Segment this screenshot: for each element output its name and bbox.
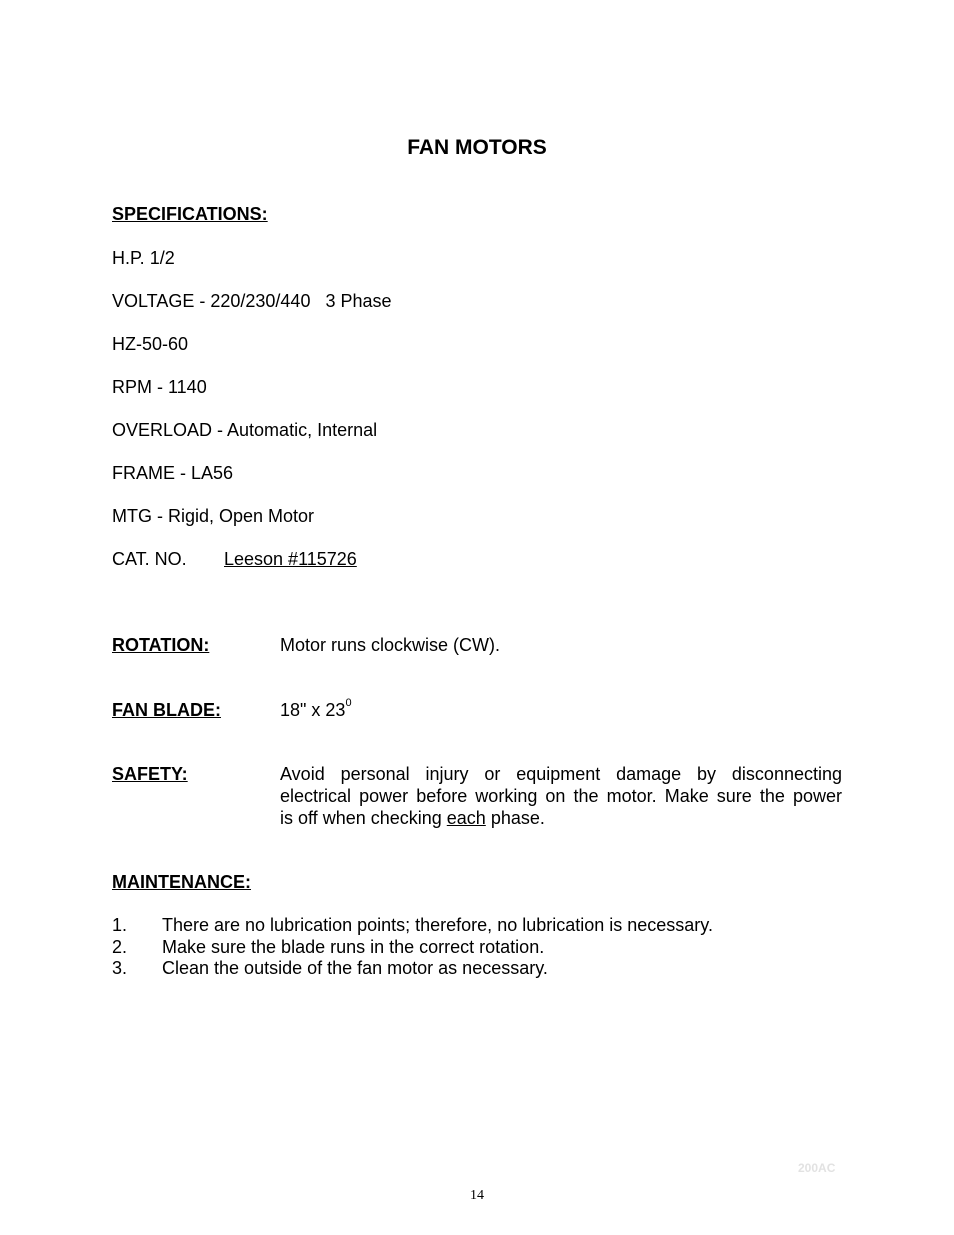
cat-no-value: Leeson #115726 [224, 549, 357, 569]
maintenance-item-1-number: 1. [112, 915, 128, 935]
safety-line-2: electrical power before working on the motor. Make sure the power [280, 786, 842, 806]
spec-rpm: RPM - 1140 [112, 377, 207, 397]
spec-voltage: VOLTAGE - 220/230/440 3 Phase [112, 291, 392, 311]
rotation-text: Motor runs clockwise (CW). [280, 635, 501, 655]
maintenance-item-2-number: 2. [112, 937, 128, 957]
cat-no-label: CAT. NO. [112, 549, 187, 569]
safety-line-1: Avoid personal injury or equipment damage by disconnecting [280, 764, 842, 784]
spec-hz: HZ-50-60 [112, 334, 189, 354]
maintenance-item-1-text: There are no lubrication points; therefore, no lubrication is necessary. [162, 915, 713, 935]
page-title: FAN MOTORS [407, 136, 547, 159]
model-code: 200AC [798, 1161, 836, 1175]
maintenance-heading: MAINTENANCE: [112, 872, 251, 892]
maintenance-item-2-text: Make sure the blade runs in the correct rotation. [162, 937, 545, 957]
spec-hp: H.P. 1/2 [112, 248, 175, 268]
safety-line-3 [280, 807, 842, 829]
maintenance-item-3-text: Clean the outside of the fan motor as necessary. [162, 958, 548, 978]
rotation-label: ROTATION: [112, 635, 210, 655]
specifications-heading: SPECIFICATIONS: [112, 204, 268, 224]
safety-text [280, 763, 842, 829]
safety-line-3-end: phase. [485, 808, 545, 828]
safety-emphasis-each: each [446, 808, 486, 828]
spec-mtg: MTG - Rigid, Open Motor [112, 506, 315, 526]
fan-blade-label: FAN BLADE: [112, 700, 221, 720]
spec-overload: OVERLOAD - Automatic, Internal [112, 420, 378, 440]
fan-blade-value: 18" x 23 [280, 700, 346, 720]
spec-frame: FRAME - LA56 [112, 463, 234, 483]
maintenance-item-3-number: 3. [112, 958, 128, 978]
safety-line-3-start: is off when checking [280, 808, 447, 828]
safety-label: SAFETY: [112, 764, 188, 784]
page-number: 14 [470, 1188, 484, 1203]
fan-blade-degree: 0 [345, 697, 352, 709]
fan-blade-text [280, 697, 352, 721]
